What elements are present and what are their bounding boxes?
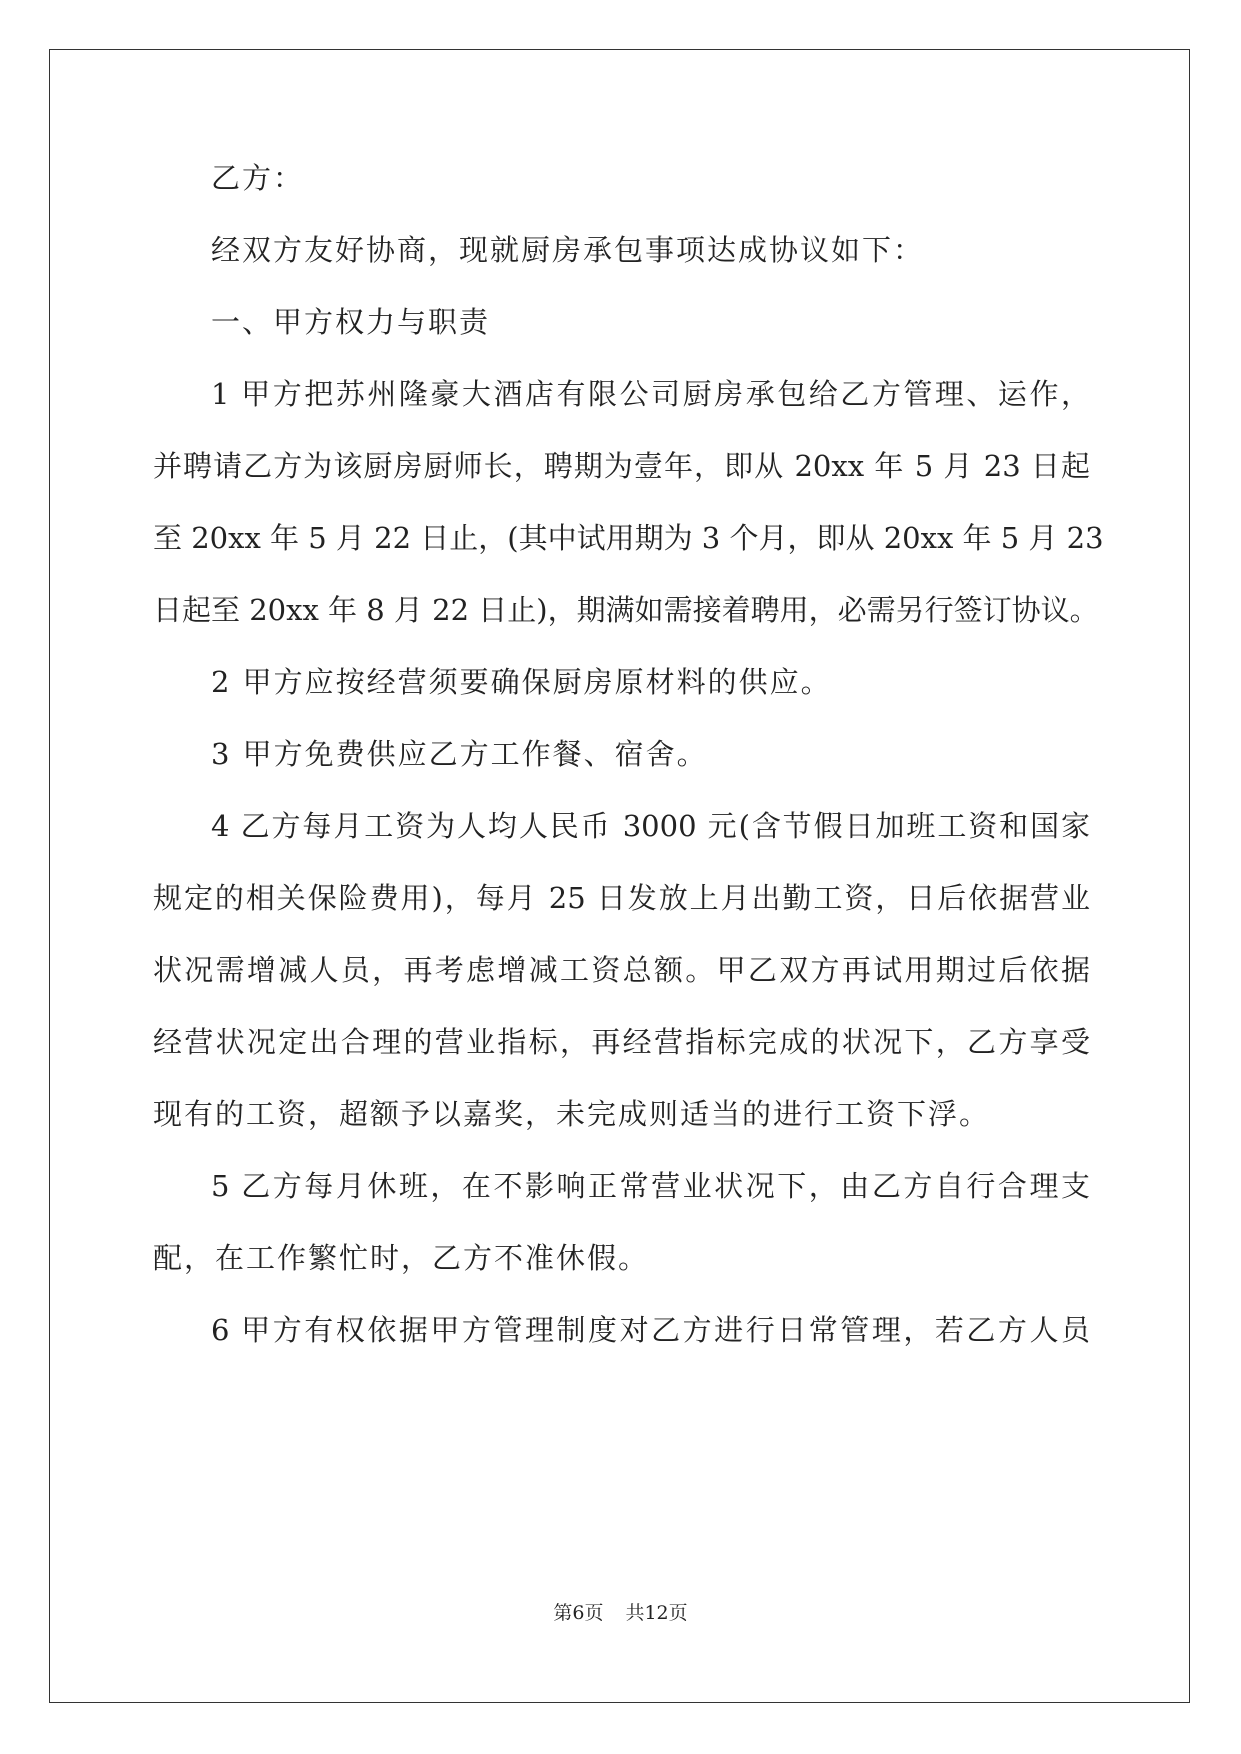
clause-1-line-3: 至 20xx 年 5 月 22 日止，(其中试用期为 3 个月，即从 20xx 年 5 月 23 xyxy=(153,521,1104,555)
clause-4-line-1: 4 乙方每月工资为人均人民币 3000 元(含节假日加班工资和国家 xyxy=(211,809,1090,843)
page-suffix: 页 xyxy=(584,1602,604,1624)
clause-5-line-1: 5 乙方每月休班，在不影响正常营业状况下，由乙方自行合理支 xyxy=(211,1169,1090,1203)
clause-6-line-1: 6 甲方有权依据甲方管理制度对乙方进行日常管理，若乙方人员 xyxy=(211,1313,1090,1347)
clause-1-line-1: 1 甲方把苏州隆豪大酒店有限公司厨房承包给乙方管理、运作， xyxy=(211,377,1090,411)
clause-3: 3 甲方免费供应乙方工作餐、宿舍。 xyxy=(211,737,708,771)
clause-5-line-2: 配，在工作繁忙时，乙方不准休假。 xyxy=(153,1241,650,1275)
clause-4-line-5: 现有的工资，超额予以嘉奖，未完成则适当的进行工资下浮。 xyxy=(153,1097,991,1131)
total-suffix: 页 xyxy=(668,1602,688,1624)
page-prefix: 第 xyxy=(553,1602,573,1624)
page-footer xyxy=(0,1598,1241,1625)
party-b-label: 乙方： xyxy=(211,161,305,195)
page-border xyxy=(49,49,1190,1703)
clause-4-line-4: 经营状况定出合理的营业指标，再经营指标完成的状况下，乙方享受 xyxy=(153,1025,1090,1059)
clause-1-line-4: 日起至 20xx 年 8 月 22 日止)，期满如需接着聘用，必需另行签订协议。 xyxy=(153,593,1099,627)
clause-4-line-3: 状况需增减人员，再考虑增减工资总额。甲乙双方再试用期过后依据 xyxy=(153,953,1090,987)
clause-4-line-2: 规定的相关保险费用)，每月 25 日发放上月出勤工资，日后依据营业 xyxy=(153,881,1090,915)
total-prefix: 共 xyxy=(625,1602,645,1624)
page-total: 12 xyxy=(644,1602,669,1624)
clause-1-line-2: 并聘请乙方为该厨房厨师长，聘期为壹年，即从 20xx 年 5 月 23 日起 xyxy=(153,449,1090,483)
intro-paragraph: 经双方友好协商，现就厨房承包事项达成协议如下： xyxy=(211,233,925,267)
clause-2: 2 甲方应按经营须要确保厨房原材料的供应。 xyxy=(211,665,832,699)
page-current: 6 xyxy=(572,1602,585,1624)
section-heading: 一、甲方权力与职责 xyxy=(211,305,491,339)
